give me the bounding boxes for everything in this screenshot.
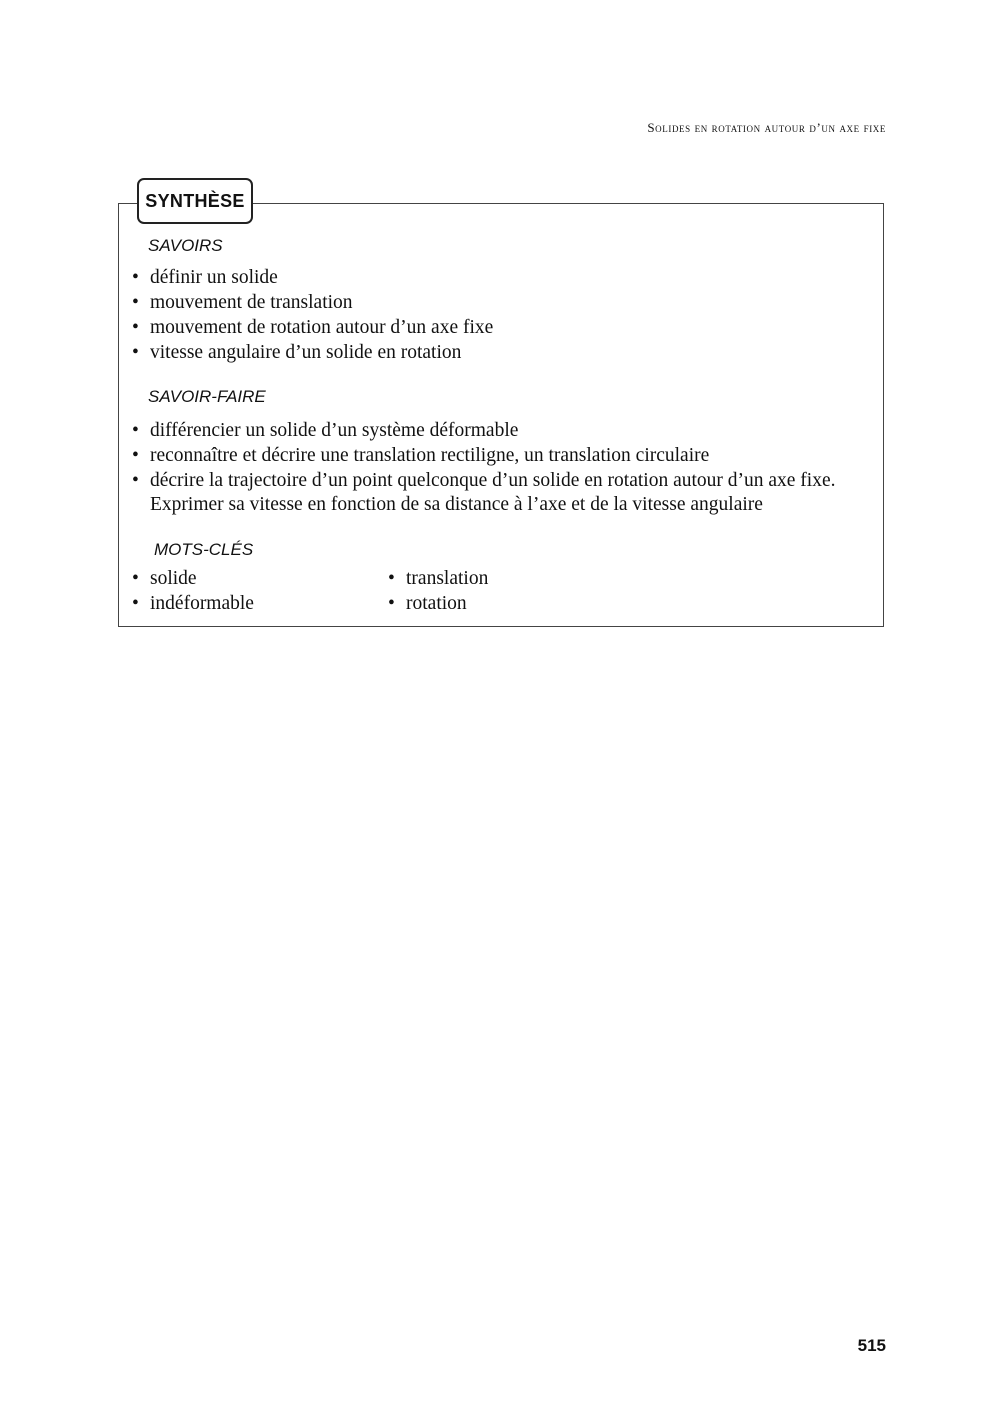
list-item: • indéformable	[132, 593, 254, 614]
savoirs-title: SAVOIRS	[148, 236, 223, 255]
synthese-tab: SYNTHÈSE	[137, 178, 253, 224]
list-item: • solide	[132, 568, 197, 589]
list-item: • vitesse angulaire d’un solide en rotation	[132, 342, 462, 363]
list-item: • reconnaître et décrire une translation rectiligne, un translation circulaire	[132, 445, 710, 466]
bullet-icon: •	[132, 342, 139, 363]
savoirs-list	[132, 265, 493, 365]
savoir-faire-list	[132, 418, 836, 493]
list-item: • différencier un solide d’un système déformable	[132, 420, 519, 441]
mots-cles-column-1	[132, 566, 254, 616]
mots-cles-column-2	[388, 566, 488, 616]
page-number: 515	[857, 1336, 886, 1355]
list-item: • décrire la trajectoire d’un point quelconque d’un solide en rotation autour d’un axe fixe.	[132, 470, 836, 491]
bullet-icon: •	[132, 568, 139, 589]
list-item: • mouvement de rotation autour d’un axe fixe	[132, 317, 494, 338]
list-item: • translation	[388, 568, 489, 589]
bullet-icon: •	[132, 420, 139, 441]
running-header: Solides en rotation autour d’un axe fixe	[647, 120, 886, 135]
bullet-icon: •	[132, 470, 139, 491]
savoir-faire-title: SAVOIR-FAIRE	[148, 387, 266, 406]
bullet-icon: •	[132, 317, 139, 338]
bullet-icon: •	[132, 593, 139, 614]
bullet-icon: •	[388, 568, 395, 589]
list-item: • définir un solide	[132, 267, 278, 288]
bullet-icon: •	[132, 267, 139, 288]
savoir-faire-continuation: Exprimer sa vitesse en fonction de sa distance à l’axe et de la vitesse angulaire	[150, 494, 763, 515]
mots-cles-title: MOTS-CLÉS	[154, 540, 254, 559]
list-item: • mouvement de translation	[132, 292, 353, 313]
list-item: • rotation	[388, 593, 467, 614]
bullet-icon: •	[132, 292, 139, 313]
bullet-icon: •	[388, 593, 395, 614]
bullet-icon: •	[132, 445, 139, 466]
